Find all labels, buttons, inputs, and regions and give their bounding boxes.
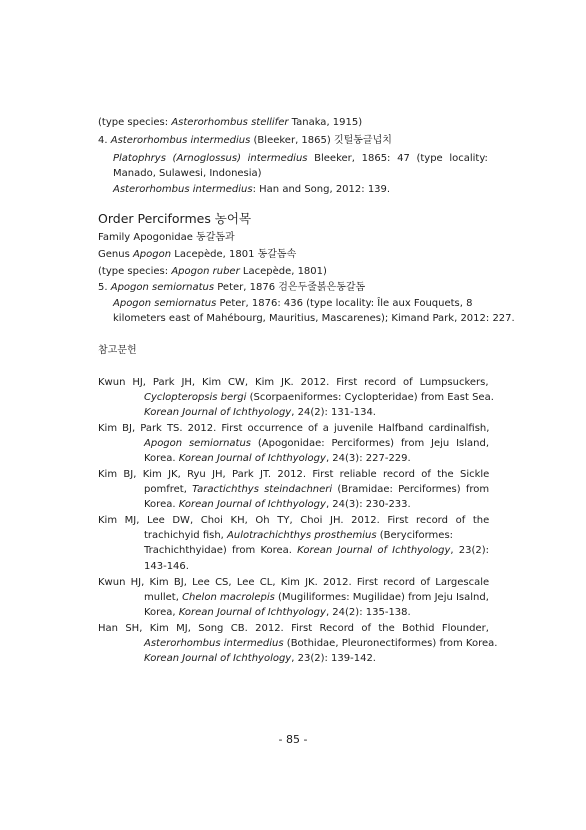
species-name: Apogon semiornatus (113, 298, 217, 309)
text: Peter, 1876: 436 (type locality: Île aux Fouquets, 8 (216, 298, 473, 309)
reference-5-line-3 (144, 606, 411, 619)
text: Korea, (144, 607, 179, 618)
reference-2-line-3 (144, 452, 411, 465)
synonym-4a-line-2: Manado, Sulawesi, Indonesia) (113, 168, 262, 179)
text: , 24(2): 135-138. (325, 607, 411, 618)
text: , 24(3): 227-229. (325, 453, 411, 464)
text: Genus (98, 249, 133, 260)
text: trachichyid fish, (144, 530, 228, 541)
reference-1-line-2 (144, 391, 494, 404)
text: Tanaka, 1915) (288, 117, 363, 128)
text: , 23(2): (450, 545, 490, 556)
text: (Bleeker, 1865) 깃털동글넙치 (250, 135, 392, 146)
text: (Mugiliformes: Mugilidae) from Jeju Isalnd, (274, 592, 489, 603)
page-number: - 85 - (278, 733, 308, 746)
species-name: Cyclopteropsis bergi (144, 392, 247, 403)
reference-4-line-2 (144, 529, 453, 542)
species-number: 4. (98, 135, 111, 146)
species-name: Taractichthys steindachneri (192, 484, 333, 495)
text: : Han and Song, 2012: 139. (252, 184, 391, 195)
species-name: Asterorhombus intermedius (144, 638, 284, 649)
journal-name: Korean Journal of Ichthyology (297, 545, 451, 556)
reference-2-line-2 (144, 437, 489, 450)
text: , 23(2): 139-142. (291, 653, 376, 664)
text: Korea. (144, 499, 179, 510)
family-line: Family Apogonidae 동갈돔과 (98, 232, 235, 243)
text: Lacepède, 1801 동갈돔속 (171, 249, 297, 260)
text: (type species: (98, 266, 172, 277)
journal-name: Korean Journal of Ichthyology (178, 607, 326, 618)
reference-4-line-3 (144, 544, 489, 557)
species-4-heading (98, 134, 392, 147)
reference-2-line-1: Kim BJ, Park TS. 2012. First occurrence of a juvenile Halfband cardinalfish, (98, 423, 490, 434)
reference-3-line-1: Kim BJ, Kim JK, Ryu JH, Park JT. 2012. First reliable record of the Sickle (98, 469, 490, 480)
synonym-5a-line-2: kilometers east of Mahébourg, Mauritius, Mascarenes); Kimand Park, 2012: 227. (113, 313, 515, 324)
text: , 24(3): 230-233. (325, 499, 411, 510)
order-heading: Order Perciformes 농어목 (98, 211, 252, 226)
reference-6-line-2 (144, 637, 497, 650)
species-name: Chelon macrolepis (182, 592, 275, 603)
text: (Bothidae, Pleuronectiformes) from Korea. (283, 638, 498, 649)
synonym-4a-line-1 (113, 152, 488, 165)
text: Peter, 1876 검은두줄볽은동갈돔 (214, 282, 366, 293)
species-name: Apogon ruber (171, 266, 240, 277)
reference-3-line-2 (144, 483, 489, 496)
text: (Beryciformes: (376, 530, 454, 541)
synonym-5a-line-1 (113, 297, 472, 310)
reference-3-line-3 (144, 498, 411, 511)
text: Lacepède, 1801) (239, 266, 327, 277)
text: Korea. (144, 453, 179, 464)
word: Platophrys (113, 153, 166, 164)
species-name: Asterorhombus stellifer (171, 117, 289, 128)
references-heading: 참고문헌 (98, 345, 137, 356)
word: Bleeker, (314, 153, 355, 164)
text: (Bramidae: Perciformes) from (332, 484, 490, 495)
species-name: Aulotrachichthys prosthemius (227, 530, 377, 541)
reference-4-line-1: Kim MJ, Lee DW, Choi KH, Oh TY, Choi JH. 2012. First record of the (98, 515, 490, 526)
reference-5-line-1: Kwun HJ, Kim BJ, Lee CS, Lee CL, Kim JK. 2012. First record of Largescale (98, 577, 490, 588)
species-5-heading (98, 281, 365, 294)
species-name: Apogon semiornatus (144, 438, 252, 449)
word: 1865: (361, 153, 391, 164)
text: pomfret, (144, 484, 193, 495)
reference-1-line-3 (144, 406, 376, 419)
journal-name: Korean Journal of Ichthyology (144, 407, 292, 418)
species-name: Asterorhombus intermedius (113, 184, 253, 195)
text: mullet, (144, 592, 183, 603)
type-species-line-2 (98, 265, 327, 278)
genus-name: Apogon (132, 249, 172, 260)
reference-4-line-4: 143-146. (144, 561, 189, 572)
journal-name: Korean Journal of Ichthyology (178, 499, 326, 510)
text: (Scorpaeniformes: Cyclopteridae) from East Sea. (246, 392, 494, 403)
word: 47 (397, 153, 410, 164)
species-number: 5. (98, 282, 111, 293)
journal-name: Korean Journal of Ichthyology (178, 453, 326, 464)
species-name: Apogon semiornatus (110, 282, 215, 293)
species-name: Asterorhombus intermedius (110, 135, 251, 146)
word: (Arnoglossus) (172, 153, 241, 164)
synonym-4b (113, 183, 390, 196)
type-species-line-1 (98, 116, 362, 129)
reference-5-line-2 (144, 591, 489, 604)
reference-6-line-1: Han SH, Kim MJ, Song CB. 2012. First Record of the Bothid Flounder, (98, 623, 489, 634)
reference-6-line-3 (144, 652, 376, 665)
word: (type (416, 153, 443, 164)
text: (type species: (98, 117, 172, 128)
text: , 24(2): 131-134. (291, 407, 376, 418)
reference-1-line-1: Kwun HJ, Park JH, Kim CW, Kim JK. 2012. First record of Lumpsuckers, (98, 377, 489, 388)
word: locality: (449, 153, 488, 164)
journal-name: Korean Journal of Ichthyology (144, 653, 292, 664)
text: Trachichthyidae) from Korea. (144, 545, 298, 556)
genus-line (98, 248, 296, 261)
text: (Apogonidae: Perciformes) from Jeju Island, (251, 438, 490, 449)
word: intermedius (247, 153, 308, 164)
